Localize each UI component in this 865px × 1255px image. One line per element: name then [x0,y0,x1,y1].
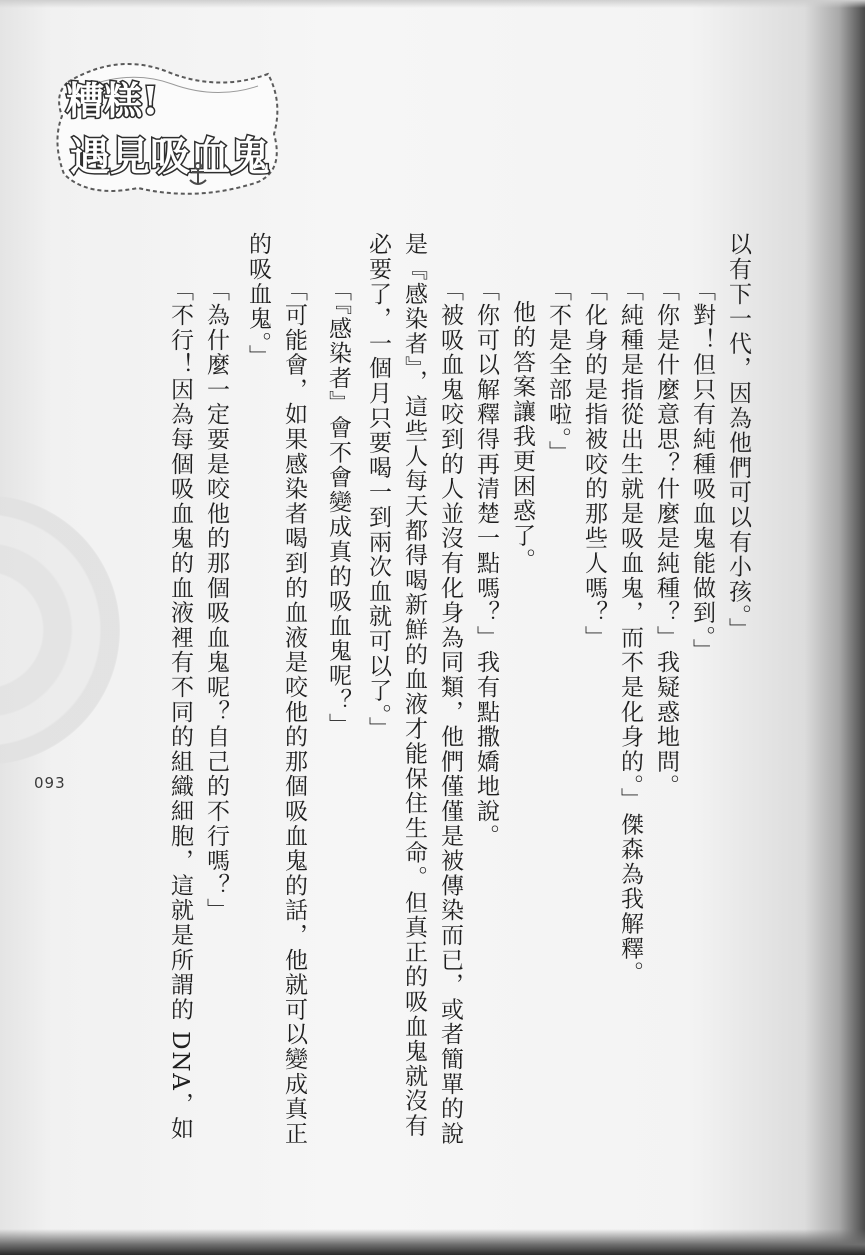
text-line: 以有下一代，因為他們可以有小孩。」 [725,232,751,643]
text-line: 「為什麼一定要是咬他的那個吸血鬼呢？自己的不行嗎？」 [203,278,229,923]
text-line: 「化身的是指被咬的那些人嗎？」 [581,278,607,650]
text-line: 「不行！因為每個吸血鬼的血液裡有不同的組織細胞，這就是所謂的 DNA，如 [167,278,193,1142]
text-line: 「被吸血鬼咬到的人並沒有化身為同類，他們僅僅是被傳染而已，或者簡單的說 [437,278,463,1146]
text-line: 「純種是指從出生就是吸血鬼，而不是化身的。」傑森為我解釋。 [617,278,643,986]
text-line: 「對！但只有純種吸血鬼能做到。」 [689,278,715,664]
text-line: 他的答案讓我更困惑了。 [509,300,535,573]
text-line: 的吸血鬼。」 [245,232,271,370]
text-line: 「你是什麼意思？什麼是純種？」我疑惑地問。 [653,278,679,799]
text-line: 「可能會，如果感染者喝到的血液是咬他的那個吸血鬼的話，他就可以變成真正 [281,278,307,1146]
text-line: 是『感染者』，這些人每天都得喝新鮮的血液才能保住生命。但真正的吸血鬼就沒有 [401,232,427,1139]
text-line: 「不是全部啦。」 [545,278,571,465]
text-line: 必要了，一個月只要喝一到兩次血就可以了。」 [365,232,391,742]
scan-shadow-bottom [0,1229,865,1255]
page-number: 093 [34,774,66,792]
logo-title-line2: 遇見吸血鬼 [70,133,270,180]
book-title-logo [48,52,288,202]
scan-shadow-top [0,0,865,8]
text-line: 「『感染者』會不會變成真的吸血鬼呢？」 [325,278,351,738]
text-line: 「你可以解釋得再清楚一點嗎？」我有點撒嬌地說。 [473,278,499,849]
logo-title-line1: 糟糕! [66,78,159,123]
lace-decoration [0,495,120,765]
